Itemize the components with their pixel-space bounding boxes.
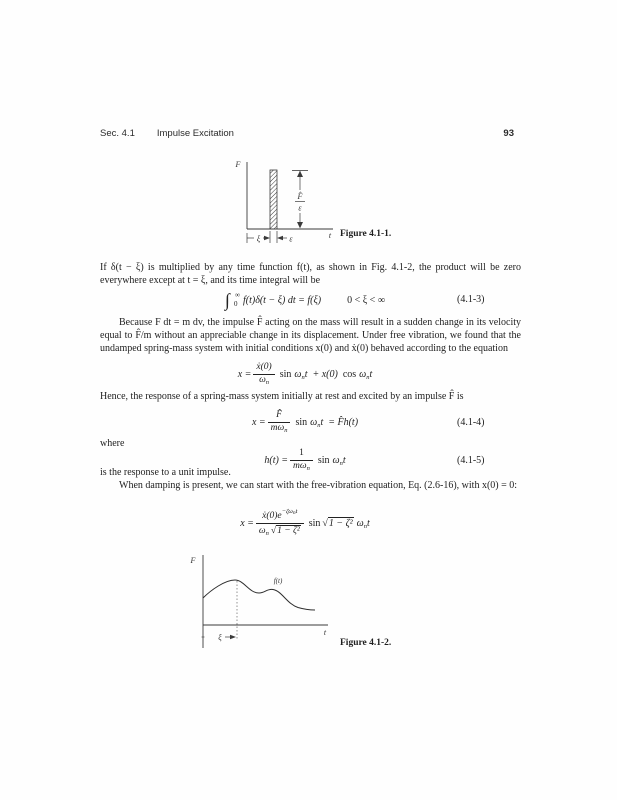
fig2-curve-label: f(t) (273, 577, 283, 585)
paragraph-impulse-response: Hence, the response of a spring-mass system initially at rest and excited by an impulse F̂ is (100, 391, 464, 402)
fig1-xi-label: ξ (256, 234, 261, 244)
equation-body: f(t)δ(t − ξ) dt = f(ξ) (242, 295, 322, 306)
equation-4-1-4: x = $\frac{F̂}{m\omega_n}$ $\sin \omega_nt$ = F̂h(t) (4.1-4) (100, 407, 510, 439)
fraction: $\frac{1}{m\omega_n}$ (290, 449, 313, 473)
paragraph-impulse-momentum: Because F dt = m dv, the impulse F̂ acting on the mass will result in a sudden change in its velocity equal to F̂/m without an appreciable change in its displacement. Under free vibration, we found that the undamped spring-mass system with initial conditions x(0) and ẋ(0) behaved according to the equation (100, 317, 521, 354)
sin-function: sin (317, 455, 330, 466)
fig2-t-axis-label: t (323, 628, 327, 637)
sin-function: sin (279, 369, 292, 380)
lhs: x = (240, 518, 254, 529)
fraction: $\frac{\text{ẋ(0)}}{\omega_n}$ (253, 363, 274, 387)
fraction: $\frac{ẋ(0)e^{-\zeta\omega_nt}}{\omega_n √1 - \zeta^2}$ (256, 509, 304, 538)
cos-function: cos (342, 369, 357, 380)
fig2-y-axis-label: F (190, 556, 196, 565)
fig1-y-axis-label: F (235, 160, 241, 169)
integral-sign: ∫ ∞ 0 (225, 290, 240, 310)
equation-number-413: (4.1-3) (457, 294, 485, 305)
fraction: $\frac{F̂}{m\omega_n}$ (268, 411, 291, 435)
sqrt-sign: √ (270, 526, 277, 537)
fig1-t-axis-label: t (328, 231, 332, 240)
equation-4-1-5: h(t) = $\frac{1}{m\omega_n}$ $\sin \omega_nt$ (4.1-5) (100, 446, 510, 476)
sqrt-sign: √ (322, 518, 328, 529)
page-header (100, 128, 520, 139)
section-number: Sec. 4.1 (100, 128, 135, 139)
fig2-xi-label: ξ (218, 633, 222, 642)
fig1-arrow-down (297, 222, 303, 228)
section-title: Impulse Excitation (156, 128, 234, 139)
page-number: 93 (503, 128, 514, 139)
fig1-xi-arrow (264, 236, 270, 241)
fig2-forcing-curve (203, 580, 315, 610)
fig2-xi-arrow (230, 635, 236, 640)
figure-4-1-2 (178, 552, 338, 652)
fig1-arrow-up (297, 171, 303, 177)
lhs: h(t) = (264, 455, 289, 466)
equation-free-vibration: x = $\frac{\text{ẋ(0)}}{\omega_n}$ $\sin \omega_nt + x(0)$ $\cos \omega_nt$ (237, 361, 373, 386)
figure-4-1-1 (230, 158, 342, 250)
fig1-eps-arrow (277, 236, 283, 241)
equation-number-414: (4.1-4) (457, 417, 485, 428)
figure-4-1-1-caption: Figure 4.1-1. (340, 229, 392, 239)
paragraph-intro-delta: If δ(t − ξ) is multiplied by any time function f(t), as shown in Fig. 4.1-2, the product will be zero everywhere except at t = ξ, and its time integral will be (100, 262, 521, 286)
equation-damped: x = $\frac{ẋ(0)e^{-\zeta\omega_nt}}{\omega_n √1 - \zeta^2}$ sin √1 − ζ² $\omega_nt$ (240, 508, 370, 538)
equation-4-1-3 (100, 288, 510, 312)
fig1-eps-label: ε (289, 234, 293, 244)
paragraph-unit-impulse: is the response to a unit impulse. (100, 467, 231, 478)
fig1-frac-numerator: F̂ (297, 192, 303, 201)
lhs: x = (251, 417, 266, 428)
lhs: x = (237, 369, 252, 380)
figure-4-1-2-caption: Figure 4.1-2. (340, 638, 392, 648)
fig1-frac-denominator: ε (298, 203, 302, 213)
sin-function: sin (308, 518, 321, 529)
paragraph-damping: When damping is present, we can start with the free-vibration equation, Eq. (2.6-16), with x(0) = 0: (119, 480, 518, 491)
fig1-impulse-bar (270, 170, 277, 229)
equation-number-415: (4.1-5) (457, 455, 485, 466)
sin-function: sin (295, 417, 308, 428)
paragraph-where: where (100, 438, 125, 449)
equation-condition: 0 < ξ < ∞ (347, 295, 385, 306)
